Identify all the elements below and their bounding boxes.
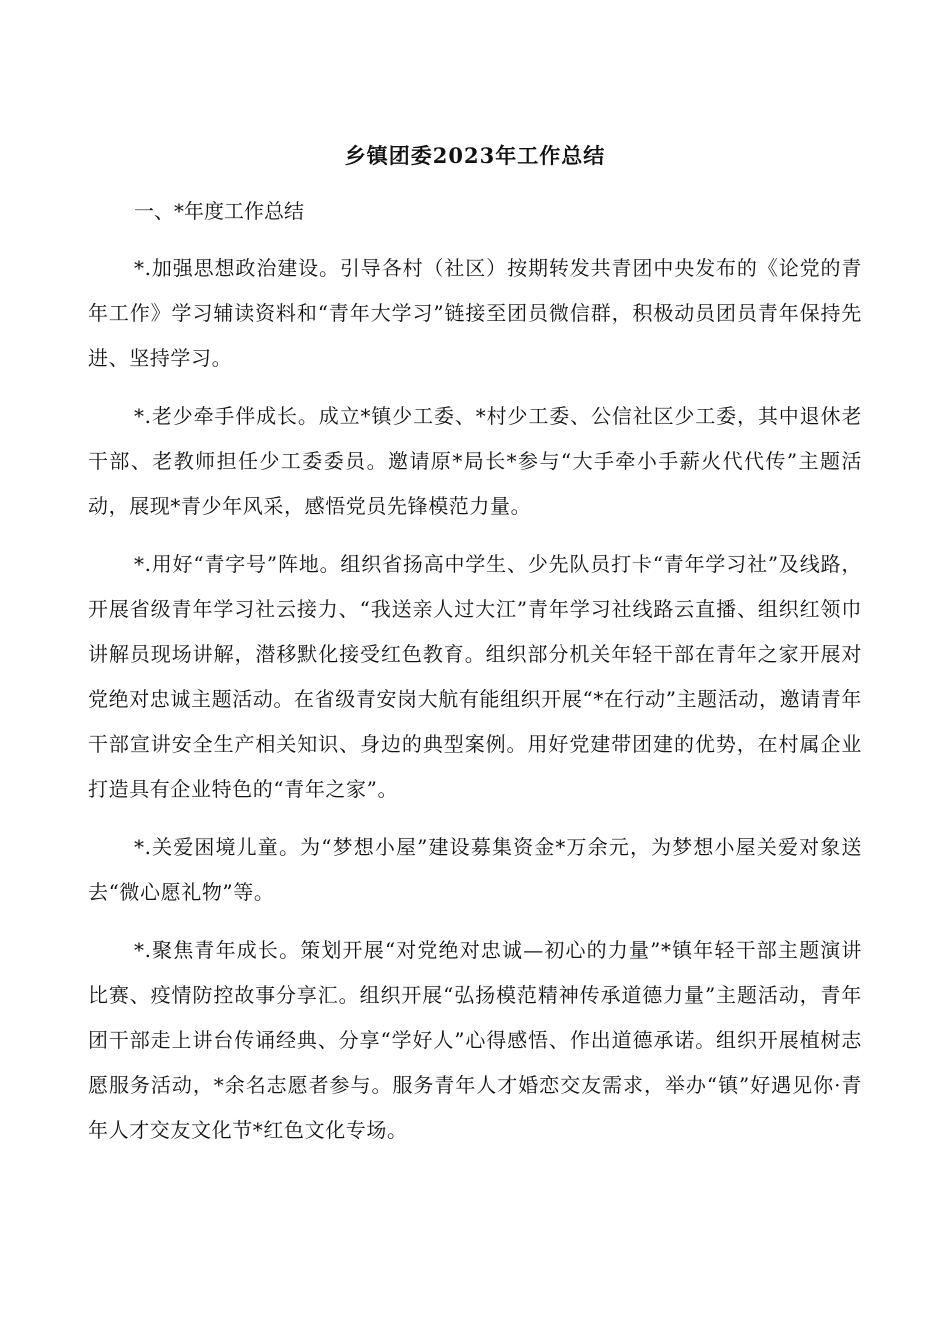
paragraph-old-young: *.老少牵手伴成长。成立*镇少工委、*村少工委、公信社区少工委，其中退休老干部、老教师担任少工委委员。邀请原*局长*参与“大手牵小手薪火代代传”主题活动，展现*青少年风采，感悟党员先锋模范力量。 <box>88 404 862 518</box>
section-heading: 一、*年度工作总结 <box>134 199 304 223</box>
paragraph-ideology: *.加强思想政治建设。引导各村（社区）按期转发共青团中央发布的《论党的青年工作》学习辅读资料和“青年大学习”链接至团员微信群，积极动员团员青年保持先进、坚持学习。 <box>88 256 862 370</box>
paragraph-children-care: *.关爱困境儿童。为“梦想小屋”建设募集资金*万余元，为梦想小屋关爱对象送去“微心愿礼物”等。 <box>88 835 862 904</box>
document-title: 乡镇团委2023年工作总结 <box>344 143 606 168</box>
paragraph-youth-venues: *.用好“青字号”阵地。组织省扬高中学生、少先队员打卡“青年学习社”及线路，开展省级青年学习社云接力、“我送亲人过大江”青年学习社线路云直播、组织红领巾讲解员现场讲解，潜移默化接受红色教育。组织部分机关年轻干部在青年之家开展对党绝对忠诚主题活动。在省级青安岗大航有能组织开展“*在行动”主题活动，邀请青年干部宣讲安全生产相关知识、身边的典型案例。用好党建带团建的优势，在村属企业打造具有企业特色的“青年之家”。 <box>88 552 862 801</box>
document-page <box>88 138 862 1166</box>
paragraph-youth-growth: *.聚焦青年成长。策划开展“对党绝对忠诚—初心的力量”*镇年轻干部主题演讲比赛、疫情防控故事分享汇。组织开展“弘扬模范精神传承道德力量”主题活动，青年团干部走上讲台传诵经典、分享“学好人”心得感悟、作出道德承诺。组织开展植树志愿服务活动，*余名志愿者参与。服务青年人才婚恋交友需求，举办“镇”好遇见你·青年人才交友文化节*红色文化专场。 <box>88 938 862 1142</box>
